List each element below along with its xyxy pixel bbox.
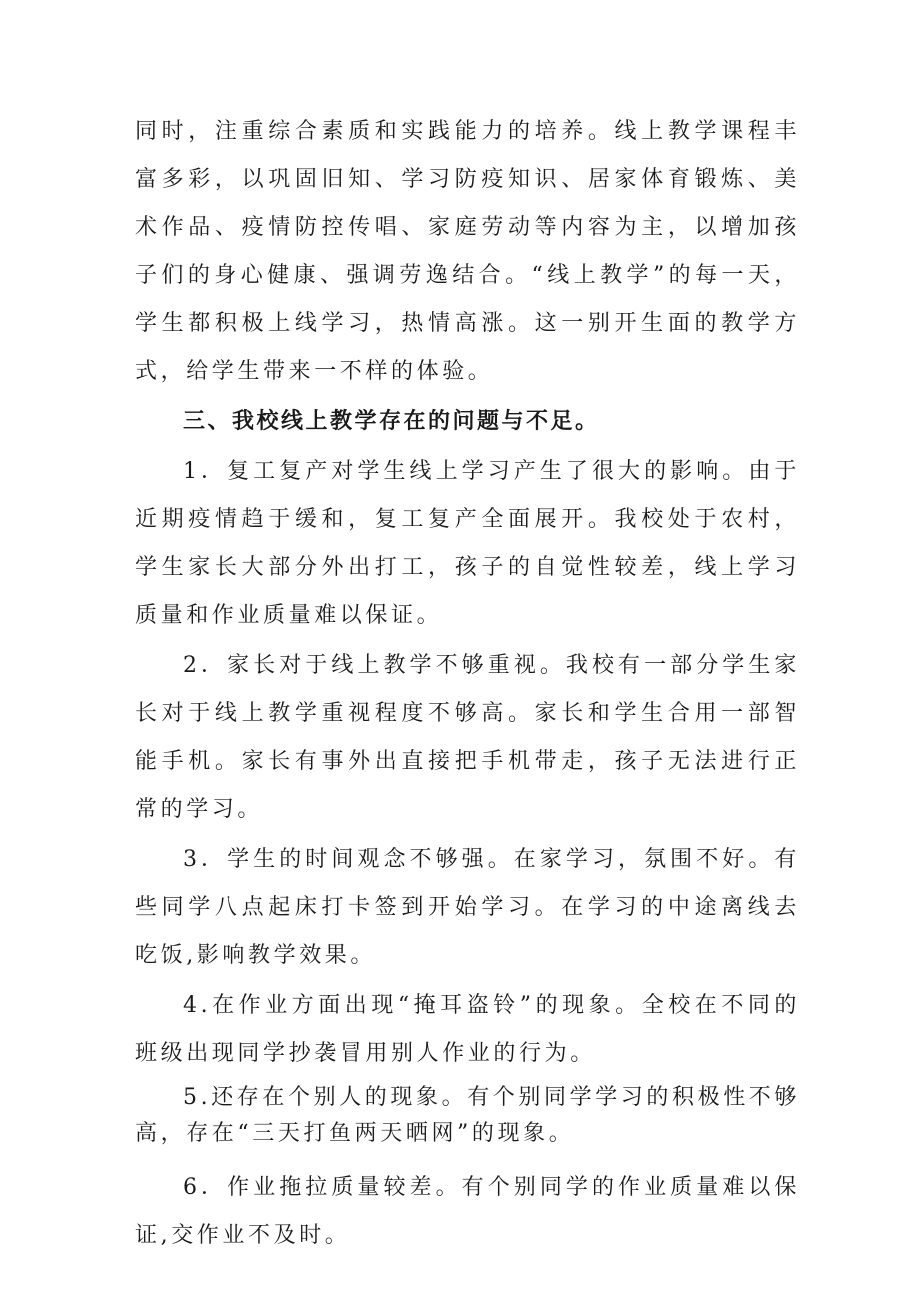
paragraph-item-6: 6．作业拖拉质量较差。有个别同学的作业质量难以保证,交作业不及时。: [135, 1175, 800, 1248]
paragraph-item-1: 1．复工复产对学生线上学习产生了很大的影响。由于近期疫情趋于缓和，复工复产全面展开。我校处于农村，学生家长大部分外出打工，孩子的自觉性较差，线上学习质量和作业质量难以保证。: [135, 459, 800, 628]
paragraph-item-2: 2．家长对于线上教学不够重视。我校有一部分学生家长对于线上教学重视程度不够高。家长和学生合用一部智能手机。家长有事外出直接把手机带走，孩子无法进行正常的学习。: [135, 653, 800, 822]
document-body: [135, 108, 800, 1262]
section-heading: 三、我校线上教学存在的问题与不足。: [183, 409, 600, 434]
paragraph-item-3: 3．学生的时间观念不够强。在家学习，氛围不好。有些同学八点起床打卡签到开始学习。在学习的中途离线去吃饭,影响教学效果。: [135, 847, 800, 968]
paragraph-item-4: 4.在作业方面出现“掩耳盗铃”的现象。全校在不同的班级出现同学抄袭冒用别人作业的行为。: [135, 993, 800, 1066]
paragraph-item-5: 5.还存在个别人的现象。有个别同学学习的积极性不够高，存在“三天打鱼两天晒网”的现象。: [135, 1085, 800, 1146]
paragraph-continuation: 同时，注重综合素质和实践能力的培养。线上教学课程丰富多彩，以巩固旧知、学习防疫知识、居家体育锻炼、美术作品、疫情防控传唱、家庭劳动等内容为主，以增加孩子们的身心健康、强调劳逸结合。“线上教学”的每一天，学生都积极上线学习，热情高涨。这一别开生面的教学方式，给学生带来一不样的体验。: [135, 119, 800, 384]
